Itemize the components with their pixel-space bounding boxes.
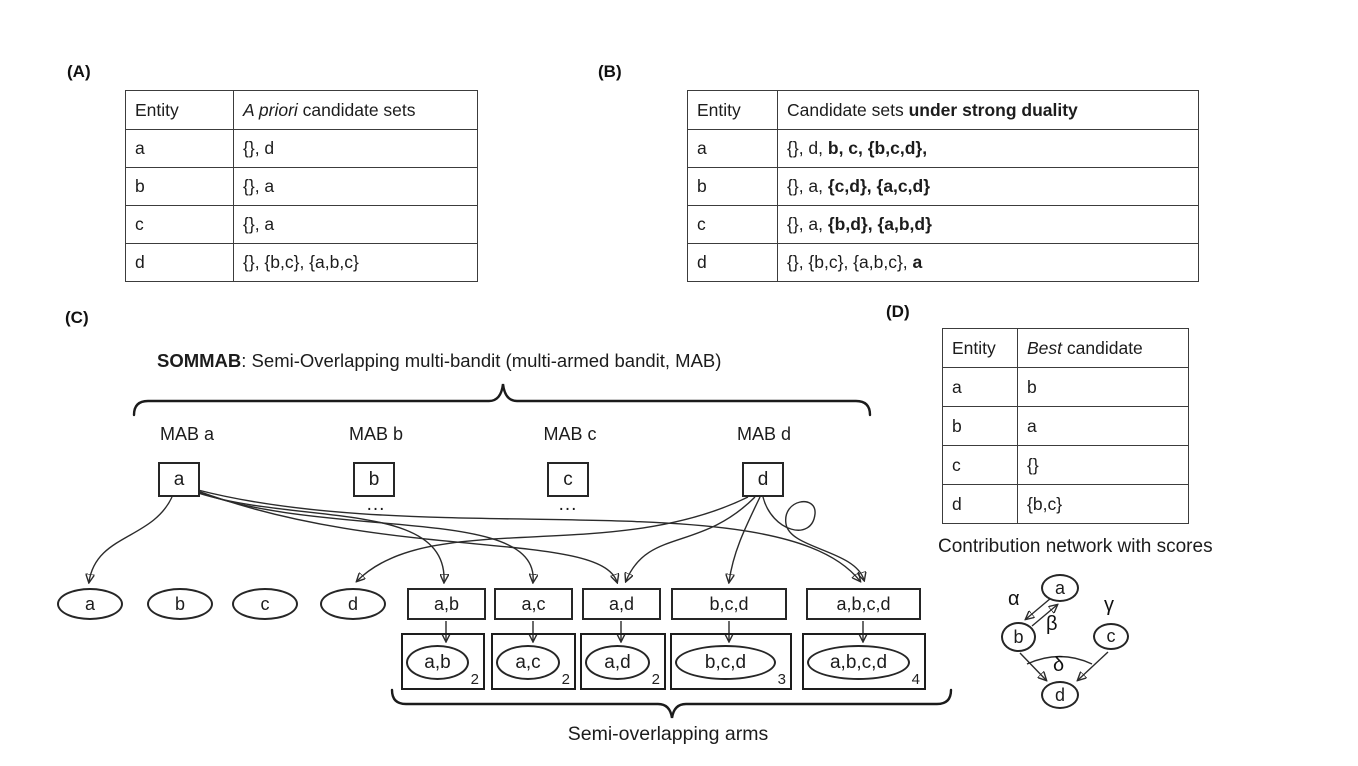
arm-container-ad <box>580 633 666 690</box>
score-label-alpha: α <box>1008 588 1020 610</box>
col-best-header: Best candidate <box>1018 329 1189 368</box>
mab-a-label: MAB a <box>159 424 215 444</box>
sets-cell: {}, a, {c,d}, {a,c,d} <box>778 168 1199 206</box>
entity-cell: a <box>126 130 234 168</box>
entity-box-a: a <box>158 462 200 497</box>
entity-cell: b <box>126 168 234 206</box>
arms-group-brace <box>392 690 951 718</box>
best-cell: a <box>1018 407 1189 446</box>
entity-cell: d <box>688 244 778 282</box>
combo-rect-ab: a,b <box>407 588 486 620</box>
entity-cell: a <box>943 368 1018 407</box>
sommab-title: SOMMAB: Semi-Overlapping multi-bandit (multi-armed bandit, MAB) <box>157 350 722 371</box>
best-italic: Best <box>1027 337 1063 358</box>
network-node-d: d <box>1041 681 1079 709</box>
entity-cell: c <box>126 206 234 244</box>
ellipsis-under-b: ... <box>366 494 386 515</box>
entity-cell: c <box>688 206 778 244</box>
arrow-a-to-ab <box>198 493 444 582</box>
semi-overlapping-arms-label: Semi-overlapping arms <box>567 723 769 745</box>
mab-group-brace <box>134 384 870 415</box>
arm-container-abcd <box>802 633 926 690</box>
arrow-d-to-ad <box>626 497 755 581</box>
edge-b-to-d <box>1020 653 1046 680</box>
arm-size-badge: 4 <box>911 671 920 688</box>
arm-container-abcd-ellipse: a,b,c,d <box>807 645 910 680</box>
mab-c-label: MAB c <box>543 424 597 444</box>
entity-cell: d <box>943 485 1018 524</box>
entity-cell: c <box>943 446 1018 485</box>
arm-container-bcd <box>670 633 792 690</box>
mab-b-label: MAB b <box>348 424 404 444</box>
mab-d-label: MAB d <box>736 424 792 444</box>
best-cell: b <box>1018 368 1189 407</box>
entity-cell: b <box>943 407 1018 446</box>
edge-c-to-d <box>1078 652 1108 680</box>
sets-cell: {}, {b,c}, {a,b,c} <box>234 244 478 282</box>
arm-size-badge: 2 <box>561 671 570 688</box>
col-entity-header: Entity <box>126 91 234 130</box>
sets-cell: {}, d, b, c, {b,c,d}, <box>778 130 1199 168</box>
entity-cell: b <box>688 168 778 206</box>
col-candidates-header: A priori candidate sets <box>234 91 478 130</box>
panel-c-label: (C) <box>65 308 89 327</box>
combo-rect-ac: a,c <box>494 588 573 620</box>
arm-container-ad-ellipse: a,d <box>585 645 650 680</box>
network-node-b: b <box>1001 622 1036 652</box>
arm-container-ab <box>401 633 485 690</box>
arm-size-badge: 2 <box>470 671 479 688</box>
sets-cell: {}, a <box>234 206 478 244</box>
sommab-acronym: SOMMAB <box>157 350 242 371</box>
contribution-network-title: Contribution network with scores <box>938 536 1213 557</box>
entity-box-d: d <box>742 462 784 497</box>
arm-ellipse-a: a <box>57 588 123 620</box>
entity-box-c: c <box>547 462 589 497</box>
arm-container-bcd-ellipse: b,c,d <box>675 645 776 680</box>
col-entity-header: Entity <box>688 91 778 130</box>
arrow-d-to-bcd <box>729 497 760 582</box>
arrow-a-to-a <box>89 497 172 582</box>
score-label-gamma: γ <box>1104 594 1114 616</box>
arm-ellipse-b: b <box>147 588 213 620</box>
sets-cell: {}, a <box>234 168 478 206</box>
sets-cell: {}, d <box>234 130 478 168</box>
best-cell: {} <box>1018 446 1189 485</box>
arm-container-ac-ellipse: a,c <box>496 645 560 680</box>
sets-cell: {}, {b,c}, {a,b,c}, a <box>778 244 1199 282</box>
a-priori-italic: A priori <box>243 99 298 120</box>
entity-cell: d <box>126 244 234 282</box>
duality-bold: under strong duality <box>908 99 1078 120</box>
panel-d-label: (D) <box>886 302 910 321</box>
sets-cell: {}, a, {b,d}, {a,b,d} <box>778 206 1199 244</box>
network-node-a: a <box>1041 574 1079 602</box>
combo-rect-abcd: a,b,c,d <box>806 588 921 620</box>
arm-container-ab-ellipse: a,b <box>406 645 469 680</box>
arrow-a-to-abcd <box>198 490 860 581</box>
score-label-beta: β <box>1046 613 1058 635</box>
panel-b-label: (B) <box>598 62 622 81</box>
combo-rect-ad: a,d <box>582 588 661 620</box>
col-entity-header: Entity <box>943 329 1018 368</box>
arm-ellipse-d: d <box>320 588 386 620</box>
entity-box-b: b <box>353 462 395 497</box>
network-node-c: c <box>1093 623 1129 650</box>
arrow-d-to-abcd <box>763 497 864 580</box>
arm-ellipse-c: c <box>232 588 298 620</box>
entity-cell: a <box>688 130 778 168</box>
col-candidates-header: Candidate sets under strong duality <box>778 91 1199 130</box>
arm-container-ac <box>491 633 576 690</box>
score-label-delta: δ <box>1053 654 1065 676</box>
arm-size-badge: 2 <box>651 671 660 688</box>
ellipsis-under-c: ... <box>558 494 578 515</box>
combo-rect-bcd: b,c,d <box>671 588 787 620</box>
arm-size-badge: 3 <box>777 671 786 688</box>
best-cell: {b,c} <box>1018 485 1189 524</box>
panel-a-label: (A) <box>67 62 91 81</box>
